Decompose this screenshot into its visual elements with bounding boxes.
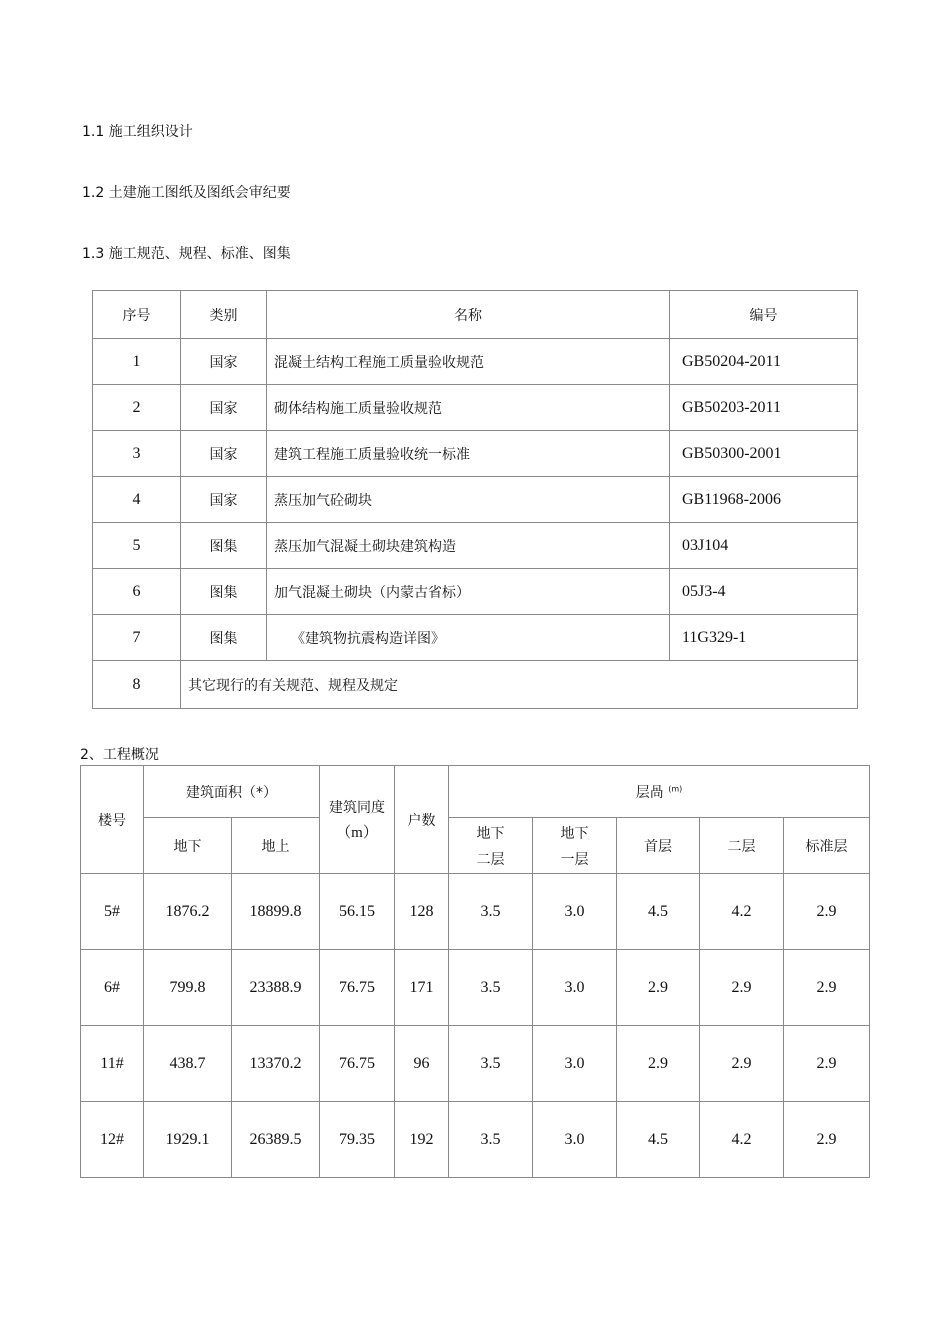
table-row: [93, 661, 858, 709]
cell-under: 438.7: [144, 1026, 232, 1102]
cell-under: 799.8: [144, 950, 232, 1026]
project-overview-table: [80, 765, 870, 1178]
row-name: 蒸压加气砼砌块: [267, 477, 670, 523]
column-header-area: 建筑面积（*）: [144, 766, 320, 818]
cell-b2: 3.5: [449, 874, 533, 950]
row-name: 混凝土结构工程施工质量验收规范: [267, 339, 670, 385]
table-row: [93, 523, 858, 569]
cell-second: 2.9: [700, 1026, 784, 1102]
cell-standard: 2.9: [784, 950, 870, 1026]
row-no: 4: [93, 477, 181, 523]
table-row: [81, 874, 870, 950]
cell-above: 23388.9: [232, 950, 320, 1026]
floor-height-unit: (m): [668, 783, 683, 793]
column-header-height: [320, 766, 395, 874]
cell-building: 12#: [81, 1102, 144, 1178]
section-heading-1-2: 1.2 土建施工图纸及图纸会审纪要: [82, 185, 291, 201]
row-type: 图集: [181, 615, 267, 661]
cell-standard: 2.9: [784, 1026, 870, 1102]
row-merged-text: 其它现行的有关规范、规程及规定: [181, 661, 858, 709]
column-header-standard: 标准层: [784, 818, 870, 874]
row-no: 1: [93, 339, 181, 385]
cell-b1: 3.0: [533, 1026, 617, 1102]
row-code: 11G329-1: [670, 615, 858, 661]
cell-b2: 3.5: [449, 1026, 533, 1102]
cell-first: 4.5: [617, 1102, 700, 1178]
table-header-row: [81, 766, 870, 818]
table-row: [81, 1102, 870, 1178]
cell-standard: 2.9: [784, 874, 870, 950]
section-heading-1-3: 1.3 施工规范、规程、标准、图集: [82, 246, 291, 262]
column-header-households: 户数: [395, 766, 449, 874]
cell-building: 6#: [81, 950, 144, 1026]
cell-b1: 3.0: [533, 874, 617, 950]
column-header-second: 二层: [700, 818, 784, 874]
cell-under: 1929.1: [144, 1102, 232, 1178]
row-name: 蒸压加气混凝土砌块建筑构造: [267, 523, 670, 569]
row-type: 国家: [181, 431, 267, 477]
column-header-no: 序号: [93, 291, 181, 339]
cell-second: 4.2: [700, 1102, 784, 1178]
cell-b1: 3.0: [533, 1102, 617, 1178]
row-code: 03J104: [670, 523, 858, 569]
row-no: 7: [93, 615, 181, 661]
column-header-above: 地上: [232, 818, 320, 874]
cell-second: 4.2: [700, 874, 784, 950]
cell-above: 26389.5: [232, 1102, 320, 1178]
cell-first: 4.5: [617, 874, 700, 950]
table-row: [81, 950, 870, 1026]
cell-above: 13370.2: [232, 1026, 320, 1102]
cell-above: 18899.8: [232, 874, 320, 950]
cell-height: 76.75: [320, 950, 395, 1026]
table-row: [93, 339, 858, 385]
row-name: 砌体结构施工质量验收规范: [267, 385, 670, 431]
cell-households: 96: [395, 1026, 449, 1102]
row-code: GB11968-2006: [670, 477, 858, 523]
table-row: [93, 569, 858, 615]
height-label: 建筑同度: [329, 800, 385, 816]
cell-b2: 3.5: [449, 1102, 533, 1178]
row-code: GB50300-2001: [670, 431, 858, 477]
standards-table: [92, 290, 858, 709]
cell-households: 171: [395, 950, 449, 1026]
column-header-floor-height: [449, 766, 870, 818]
cell-height: 79.35: [320, 1102, 395, 1178]
row-name: 《建筑物抗震构造详图》: [267, 615, 670, 661]
cell-building: 5#: [81, 874, 144, 950]
cell-height: 76.75: [320, 1026, 395, 1102]
row-no: 3: [93, 431, 181, 477]
table-header-row: [93, 291, 858, 339]
cell-b1: 3.0: [533, 950, 617, 1026]
table-row: [93, 385, 858, 431]
row-code: 05J3-4: [670, 569, 858, 615]
column-header-building: 楼号: [81, 766, 144, 874]
floor-height-label: 层咼: [635, 784, 664, 801]
column-header-type: 类别: [181, 291, 267, 339]
table-row: [93, 477, 858, 523]
row-no: 6: [93, 569, 181, 615]
row-type: 图集: [181, 523, 267, 569]
row-code: GB50204-2011: [670, 339, 858, 385]
cell-first: 2.9: [617, 1026, 700, 1102]
cell-under: 1876.2: [144, 874, 232, 950]
section-heading-1-1: 1.1 施工组织设计: [82, 124, 193, 140]
column-header-under: 地下: [144, 818, 232, 874]
column-header-b2: [449, 818, 533, 874]
row-no: 5: [93, 523, 181, 569]
cell-height: 56.15: [320, 874, 395, 950]
table-row: [93, 431, 858, 477]
row-no: 8: [93, 661, 181, 709]
cell-first: 2.9: [617, 950, 700, 1026]
table-row: [93, 615, 858, 661]
cell-b2: 3.5: [449, 950, 533, 1026]
cell-standard: 2.9: [784, 1102, 870, 1178]
cell-households: 128: [395, 874, 449, 950]
row-code: GB50203-2011: [670, 385, 858, 431]
column-header-code: 编号: [670, 291, 858, 339]
b1-line1: 地下: [560, 825, 589, 842]
row-type: 国家: [181, 477, 267, 523]
b1-line2: 一层: [560, 851, 589, 868]
row-type: 国家: [181, 385, 267, 431]
row-type: 图集: [181, 569, 267, 615]
b2-line2: 二层: [476, 851, 505, 868]
column-header-first: 首层: [617, 818, 700, 874]
row-type: 国家: [181, 339, 267, 385]
b2-line1: 地下: [476, 825, 505, 842]
column-header-b1: [533, 818, 617, 874]
column-header-name: 名称: [267, 291, 670, 339]
table-subheader-row: [81, 818, 870, 874]
row-name: 建筑工程施工质量验收统一标准: [267, 431, 670, 477]
row-name: 加气混凝土砌块（内蒙古省标）: [267, 569, 670, 615]
row-no: 2: [93, 385, 181, 431]
cell-building: 11#: [81, 1026, 144, 1102]
section-heading-2: 2、工程概况: [80, 747, 159, 763]
cell-second: 2.9: [700, 950, 784, 1026]
height-unit: （m）: [336, 825, 378, 841]
table-row: [81, 1026, 870, 1102]
cell-households: 192: [395, 1102, 449, 1178]
